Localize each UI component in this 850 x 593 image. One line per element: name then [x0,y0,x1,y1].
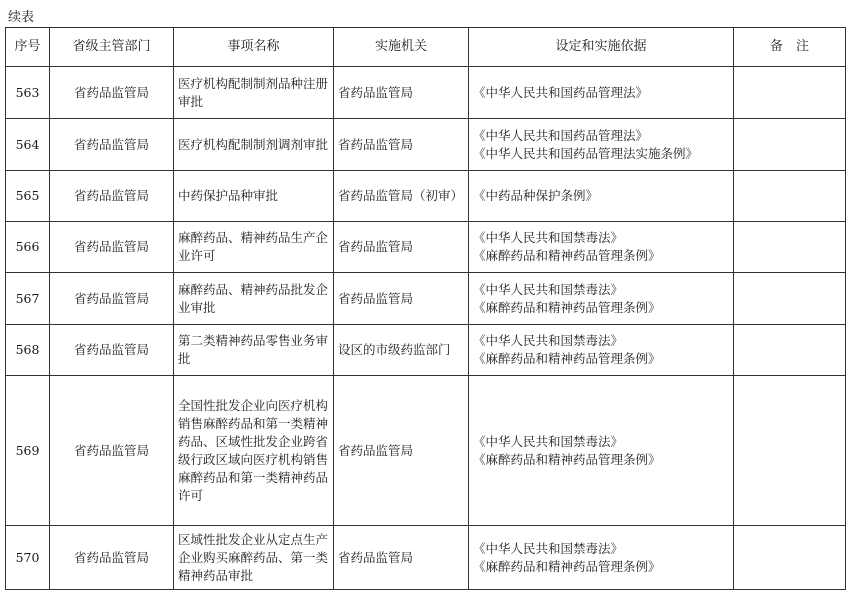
table-caption: 续表 [8,10,35,25]
serial-no: 564 [6,119,50,171]
table-row [6,526,846,590]
header-department: 省级主管部门 [50,28,174,67]
item-name: 区域性批发企业从定点生产企业购买麻醉药品、第一类精神药品审批 [174,526,334,590]
table-row [6,376,846,526]
basis [469,273,734,325]
header-agency: 实施机关 [334,28,469,67]
serial-no: 568 [6,325,50,376]
serial-no: 566 [6,222,50,273]
agency: 设区的市级药监部门 [334,325,469,376]
note [734,67,846,119]
department: 省药品监管局 [50,325,174,376]
basis-line: 《中华人民共和国禁毒法》 [473,433,624,449]
basis-line: 《中华人民共和国药品管理法实施条例》 [473,145,699,161]
basis [469,526,734,590]
note [734,376,846,526]
department: 省药品监管局 [50,222,174,273]
agency: 省药品监管局 [334,376,469,526]
table-row [6,119,846,171]
header-serial-no: 序号 [6,28,50,67]
item-name: 第二类精神药品零售业务审批 [174,325,334,376]
table-row [6,325,846,376]
serial-no: 567 [6,273,50,325]
basis [469,67,734,119]
basis-line: 《中华人民共和国药品管理法》 [473,84,649,100]
agency: 省药品监管局 [334,526,469,590]
serial-no: 569 [6,376,50,526]
basis [469,171,734,222]
item-name: 医疗机构配制制剂调剂审批 [174,119,334,171]
note [734,273,846,325]
table-header-row [6,28,846,67]
agency: 省药品监管局（初审） [334,171,469,222]
basis-line: 《中华人民共和国禁毒法》 [473,230,624,245]
department: 省药品监管局 [50,376,174,526]
serial-no: 570 [6,526,50,590]
department: 省药品监管局 [50,526,174,590]
basis [469,119,734,171]
basis [469,325,734,376]
basis-line: 《中华人民共和国禁毒法》 [473,333,624,348]
agency: 省药品监管局 [334,67,469,119]
basis-line: 《中药品种保护条例》 [473,188,599,203]
note [734,526,846,590]
basis-line: 《麻醉药品和精神药品管理条例》 [473,351,661,366]
serial-no: 565 [6,171,50,222]
department: 省药品监管局 [50,171,174,222]
header-note: 备 注 [734,28,846,67]
department: 省药品监管局 [50,273,174,325]
agency: 省药品监管局 [334,222,469,273]
table-row [6,273,846,325]
item-name: 全国性批发企业向医疗机构销售麻醉药品和第一类精神药品、区域性批发企业跨省级行政区域向医疗机构销售麻醉药品和第一类精神药品许可 [174,376,334,526]
basis-line: 《麻醉药品和精神药品管理条例》 [473,558,661,574]
table-row [6,222,846,273]
department: 省药品监管局 [50,67,174,119]
note [734,119,846,171]
basis [469,376,734,526]
basis-line: 《中华人民共和国禁毒法》 [473,540,624,556]
note [734,171,846,222]
department: 省药品监管局 [50,119,174,171]
basis-line: 《麻醉药品和精神药品管理条例》 [473,248,661,263]
basis-line: 《中华人民共和国药品管理法》 [473,127,649,143]
basis [469,222,734,273]
approval-items-table [5,27,846,590]
item-name: 中药保护品种审批 [174,171,334,222]
agency: 省药品监管局 [334,119,469,171]
item-name: 医疗机构配制制剂品种注册审批 [174,67,334,119]
table-row [6,67,846,119]
note [734,222,846,273]
note [734,325,846,376]
table-row [6,171,846,222]
agency: 省药品监管局 [334,273,469,325]
basis-line: 《中华人民共和国禁毒法》 [473,281,624,297]
basis-line: 《麻醉药品和精神药品管理条例》 [473,451,661,467]
basis-line: 《麻醉药品和精神药品管理条例》 [473,299,661,315]
item-name: 麻醉药品、精神药品生产企业许可 [174,222,334,273]
header-basis: 设定和实施依据 [469,28,734,67]
header-item-name: 事项名称 [174,28,334,67]
item-name: 麻醉药品、精神药品批发企业审批 [174,273,334,325]
serial-no: 563 [6,67,50,119]
